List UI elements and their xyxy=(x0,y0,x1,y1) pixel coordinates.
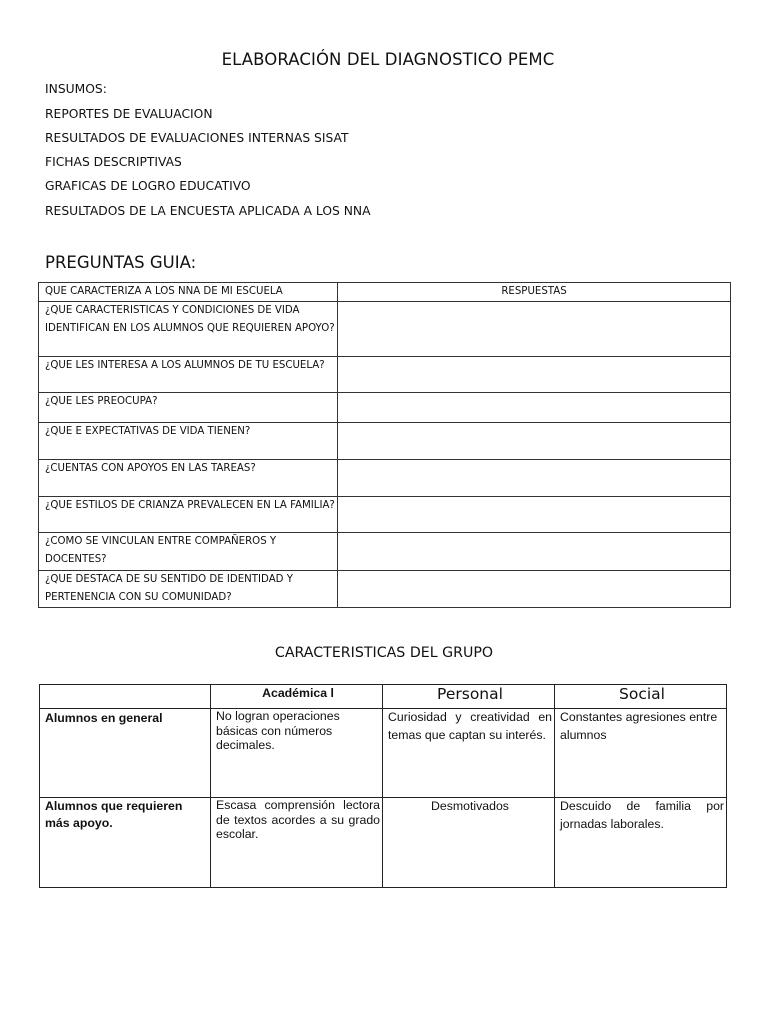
answer-cell[interactable] xyxy=(338,460,731,497)
table-row xyxy=(39,302,731,357)
social-cell: Descuido de familia por jornadas laborales. xyxy=(555,798,727,888)
row-label: Alumnos que requieren más apoyo. xyxy=(40,798,211,888)
insumo-item: RESULTADOS DE LA ENCUESTA APLICADA A LOS NNA xyxy=(45,204,371,218)
answer-cell[interactable] xyxy=(338,533,731,570)
header-social: Social xyxy=(555,685,727,709)
answer-cell[interactable] xyxy=(338,423,731,460)
table-header-row xyxy=(39,283,731,302)
answer-cell[interactable] xyxy=(338,393,731,423)
personal-cell: Curiosidad y creatividad en temas que captan su interés. xyxy=(383,709,555,798)
question-cell: ¿QUE CARACTERISTICAS Y CONDICIONES DE VIDA IDENTIFICAN EN LOS ALUMNOS QUE REQUIEREN APOYO? xyxy=(39,302,338,357)
insumo-item: FICHAS DESCRIPTIVAS xyxy=(45,155,182,169)
table-row xyxy=(39,533,731,570)
header-academica: Académica l xyxy=(211,685,383,709)
answer-cell[interactable] xyxy=(338,302,731,357)
header-personal: Personal xyxy=(383,685,555,709)
group-characteristics-table xyxy=(39,684,727,888)
answer-cell[interactable] xyxy=(338,570,731,607)
caracteristicas-heading: CARACTERISTICAS DEL GRUPO xyxy=(274,645,494,661)
question-cell: ¿CUENTAS CON APOYOS EN LAS TAREAS? xyxy=(39,460,338,497)
social-cell: Constantes agresiones entre alumnos xyxy=(555,709,727,798)
document-title: ELABORACIÓN DEL DIAGNOSTICO PEMC xyxy=(221,50,555,69)
insumo-item: REPORTES DE EVALUACION xyxy=(45,107,213,121)
header-respuestas: RESPUESTAS xyxy=(338,283,731,302)
question-cell: ¿QUE LES INTERESA A LOS ALUMNOS DE TU ESCUELA? xyxy=(39,357,338,393)
table-row xyxy=(39,497,731,533)
row-label: Alumnos en general xyxy=(40,709,211,798)
table-row xyxy=(40,709,727,798)
guide-questions-table xyxy=(38,282,731,608)
header-empty xyxy=(40,685,211,709)
insumo-item: GRAFICAS DE LOGRO EDUCATIVO xyxy=(45,179,251,193)
table-row xyxy=(39,423,731,460)
answer-cell[interactable] xyxy=(338,497,731,533)
question-cell: ¿QUE ESTILOS DE CRIANZA PREVALECEN EN LA FAMILIA? xyxy=(39,497,338,533)
academica-cell: No logran operaciones básicas con números decimales. xyxy=(211,709,383,798)
header-question: QUE CARACTERIZA A LOS NNA DE MI ESCUELA xyxy=(39,283,338,302)
preguntas-guia-heading: PREGUNTAS GUIA: xyxy=(45,253,197,272)
answer-cell[interactable] xyxy=(338,357,731,393)
question-cell: ¿QUE DESTACA DE SU SENTIDO DE IDENTIDAD Y PERTENENCIA CON SU COMUNIDAD? xyxy=(39,570,338,607)
table-row xyxy=(40,798,727,888)
table-row xyxy=(39,357,731,393)
question-cell: ¿COMO SE VINCULAN ENTRE COMPAÑEROS Y DOCENTES? xyxy=(39,533,338,570)
table-row xyxy=(39,393,731,423)
table-row xyxy=(39,460,731,497)
insumos-heading: INSUMOS: xyxy=(45,82,107,96)
question-cell: ¿QUE LES PREOCUPA? xyxy=(39,393,338,423)
question-cell: ¿QUE E EXPECTATIVAS DE VIDA TIENEN? xyxy=(39,423,338,460)
table-header-row xyxy=(40,685,727,709)
personal-cell: Desmotivados xyxy=(383,798,555,888)
table-row xyxy=(39,570,731,607)
academica-cell: Escasa comprensión lectora de textos acordes a su grado escolar. xyxy=(211,798,383,888)
insumo-item: RESULTADOS DE EVALUACIONES INTERNAS SISAT xyxy=(45,131,349,145)
